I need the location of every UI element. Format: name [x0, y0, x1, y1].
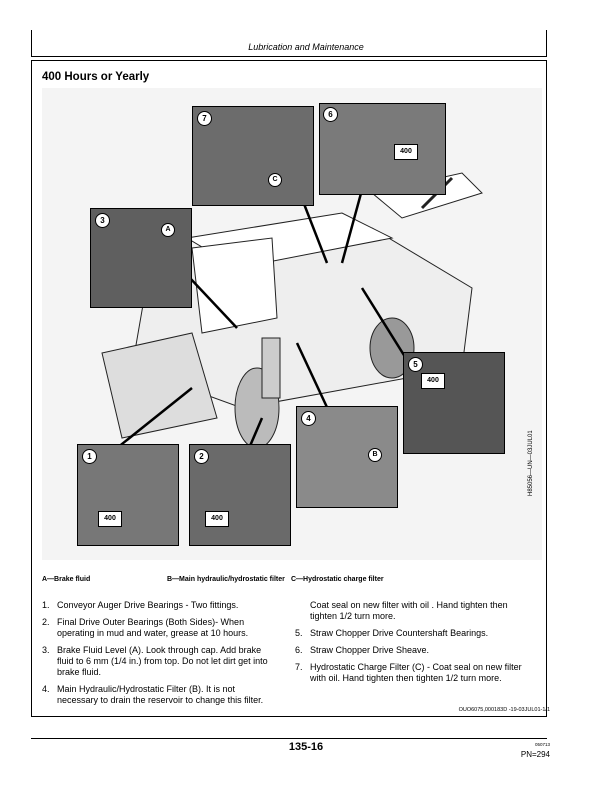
callout-b: B — [368, 448, 382, 462]
list-item-text: fluid to 6 mm (1/4 in.) from top. Do not let dirt get into — [57, 656, 268, 666]
list-item-continuation — [310, 600, 508, 622]
list-item-text: Coat seal on new filter with oil . Hand tighten then — [310, 600, 508, 610]
list-item-text: with oil. Hand tighten then tighten 1/2 turn more. — [310, 673, 502, 683]
page-number: 135-16 — [288, 741, 324, 753]
inset-number-3: 3 — [95, 213, 110, 228]
badge-400-hour-5: 400 — [421, 373, 445, 389]
list-item-number: 4. — [42, 684, 50, 694]
inset-number-6: 6 — [323, 107, 338, 122]
list-item-text: Straw Chopper Drive Sheave. — [310, 645, 430, 655]
section-title: 400 Hours or Yearly — [42, 71, 150, 83]
list-item-number: 1. — [42, 600, 50, 610]
list-item-text: Straw Chopper Drive Countershaft Bearings. — [310, 628, 489, 638]
inset-photo-3 — [90, 208, 192, 308]
caption-c: C—Hydrostatic charge filter — [291, 576, 384, 583]
inset-photo-1 — [77, 444, 179, 546]
list-item-number: 5. — [295, 628, 303, 638]
instruction-list-right — [295, 600, 540, 690]
frame-top-rule — [31, 60, 547, 61]
list-item-text: necessary to drain the reservoir to change this filter. — [57, 695, 264, 705]
inset-photo-2 — [189, 444, 291, 546]
list-item-number: 6. — [295, 645, 303, 655]
list-item-text: tighten 1/2 turn more. — [310, 611, 396, 621]
inset-number-5: 5 — [408, 357, 423, 372]
inset-photo-7 — [192, 106, 314, 206]
caption-b: B—Main hydraulic/hydrostatic filter — [167, 576, 285, 583]
combine-illustration — [42, 88, 542, 560]
callout-a: A — [161, 223, 175, 237]
list-item-text: Conveyor Auger Drive Bearings - Two fittings. — [57, 600, 239, 610]
list-item-text: Final Drive Outer Bearings (Both Sides)- When — [57, 617, 245, 627]
inset-number-1: 1 — [82, 449, 97, 464]
header-rule — [31, 56, 547, 57]
footer-rule — [31, 738, 547, 739]
list-item-text: operating in mud and water, grease at 10 hours. — [57, 628, 249, 638]
instruction-list-left — [42, 600, 282, 710]
callout-c: C — [268, 173, 282, 187]
pn-label: PN=294 — [520, 750, 550, 759]
inset-photo-6 — [319, 103, 446, 195]
footer-code: 050713 — [534, 742, 550, 747]
badge-400-hour-2: 400 — [205, 511, 229, 527]
header-title: Lubrication and Maintenance — [248, 42, 364, 52]
list-item-text: brake fluid. — [57, 667, 102, 677]
inset-photo-5 — [403, 352, 505, 454]
badge-400-hour-6: 400 — [394, 144, 418, 160]
frame-bottom-rule — [31, 716, 547, 717]
list-item-text: Hydrostatic Charge Filter (C) - Coat seal on new filter — [310, 662, 522, 672]
inset-number-7: 7 — [197, 111, 212, 126]
list-item-text: Main Hydraulic/Hydrostatic Filter (B). It is not — [57, 684, 236, 694]
reference-code: OUO6075,000183D -19-03JUL01-1/1 — [458, 707, 550, 713]
badge-400-hour-1: 400 — [98, 511, 122, 527]
list-item-number: 7. — [295, 662, 303, 672]
frame-right-rule — [546, 60, 547, 716]
figure-id: H85056—UN—03JUL01 — [528, 430, 534, 496]
caption-a: A—Brake fluid — [42, 576, 91, 583]
inset-photo-4 — [296, 406, 398, 508]
frame-left-rule — [31, 60, 32, 716]
list-item-text: Brake Fluid Level (A). Look through cap. Add brake — [57, 645, 262, 655]
list-item-number: 3. — [42, 645, 50, 655]
list-item-number: 2. — [42, 617, 50, 627]
inset-number-4: 4 — [301, 411, 316, 426]
inset-number-2: 2 — [194, 449, 209, 464]
